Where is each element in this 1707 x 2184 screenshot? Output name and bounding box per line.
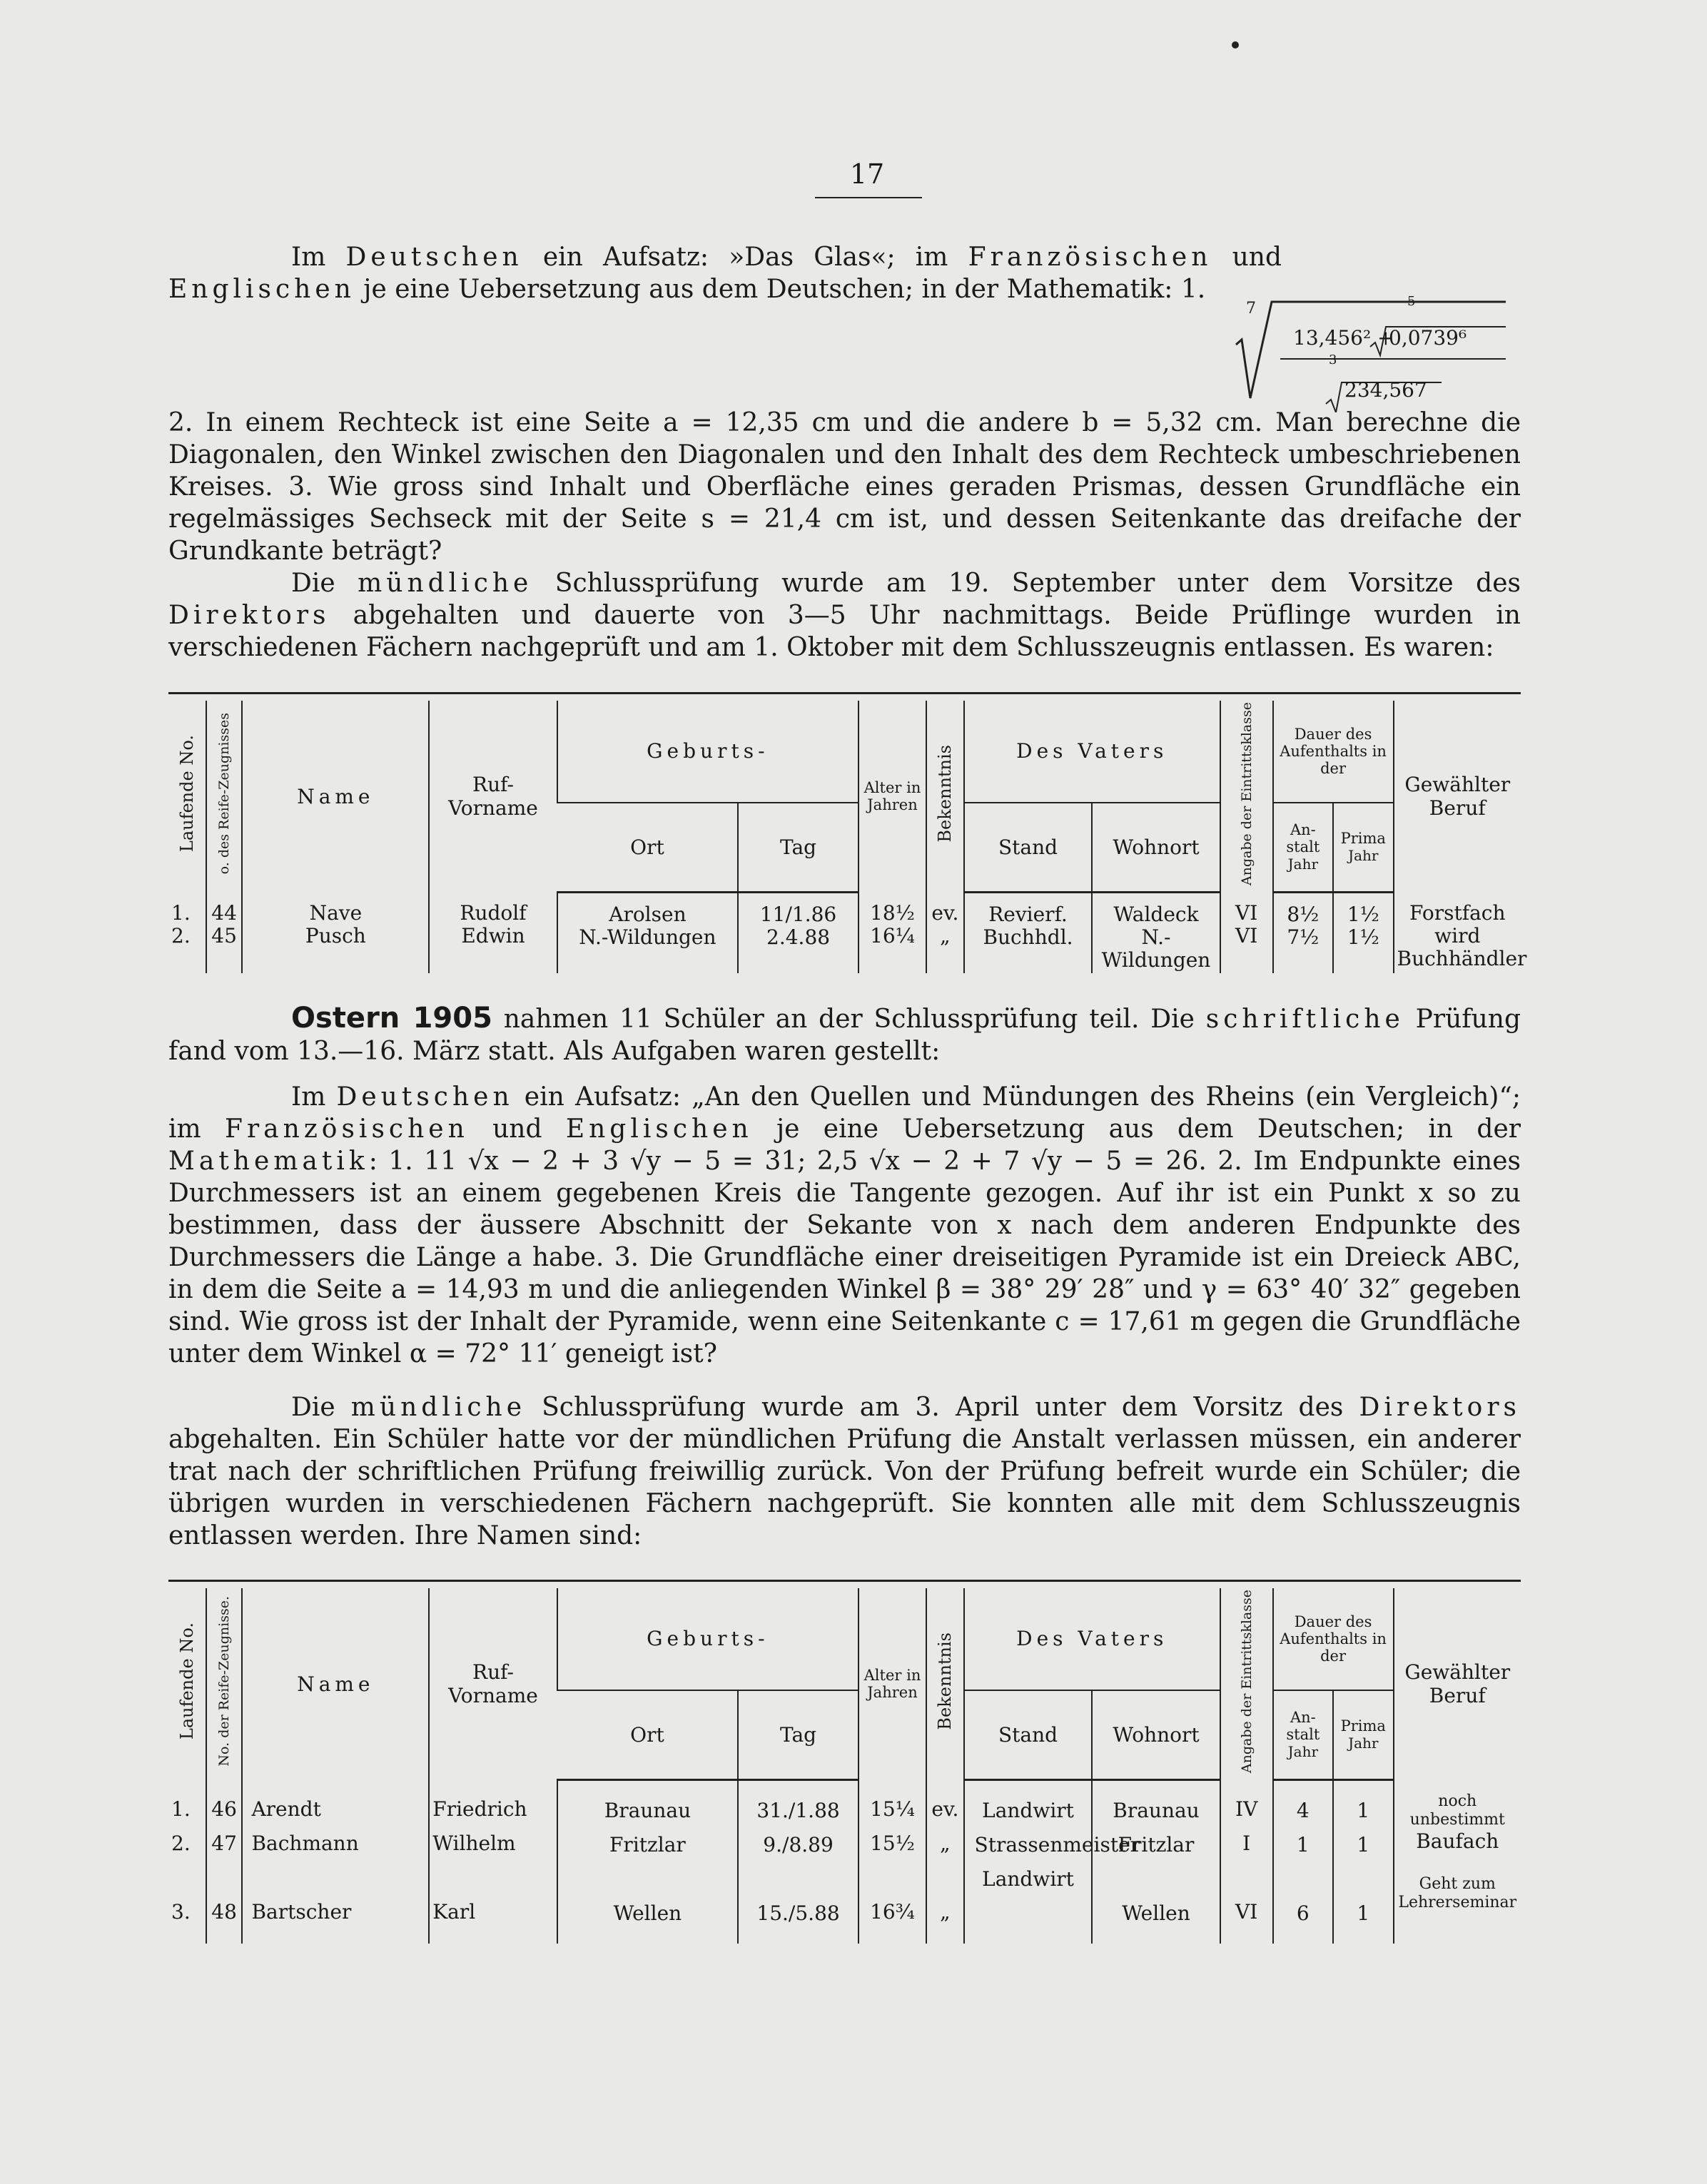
word-deutschen-2: Deutschen (336, 1082, 514, 1112)
root-index-5: 5 (1407, 294, 1416, 309)
header-alter: Alter in Jahren (858, 701, 926, 892)
header-prima: Prima (1340, 830, 1386, 848)
word-franzoesischen-2: Französischen (224, 1114, 469, 1144)
header-alter-2: Alter in Jahren (858, 1588, 926, 1779)
header-tag-2: Tag (738, 1690, 858, 1779)
header-geburts: Geburts- (557, 701, 858, 803)
word-direktors: Direktors (168, 601, 330, 630)
header-wohnort: Wohnort (1092, 803, 1220, 892)
paragraph-5: Im Deutschen ein Aufsatz: „An den Quellen und Mündungen des Rheins (ein Vergleich)“; im Französischen und Englischen je eine Uebersetzung aus dem Deutschen; in der Mathematik: 1. 11 √x − 2 + 3 √y − 5 = 31; 2,5 √x − 2 + 7 √y − 5 = 26. 2. Im Endpunkte eines Durchmessers ist an einem gegebenen Kreis die Tangente gezogen. Auf ihr ist ein Punkt x so zu bestimmen, dass der äussere Abschnitt der Sekante von x nach dem anderen Endpunkte des Durchmessers die Länge a habe. 3. Die Grundfläche einer dreiseitigen Pyramide ist ein Dreieck ABC, in dem die Seite a = 14,93 m und die anliegenden Winkel β = 38° 29′ 28″ und γ = 63° 40′ 32″ gegeben sind. Wie gross ist der Inhalt der Pyramide, wenn eine Seitenkante c = 17,61 m gegen die Grundfläche unter dem Winkel α = 72° 11′ geneigt ist? (168, 1082, 1521, 1368)
header-anstalt: An-stalt (1286, 821, 1320, 856)
header-dauer: Dauer des Aufenthalts in der (1273, 701, 1394, 803)
header-geburts-2: Geburts- (557, 1588, 858, 1690)
header-laufende-no-2: Laufende No. (176, 1622, 197, 1740)
header-eintrittsklasse: Angabe der Eintrittsklasse (1238, 702, 1255, 886)
header-jahr-2: Jahr (1348, 847, 1379, 865)
header-jahr-4: Jahr (1348, 1734, 1379, 1752)
header-rufvorname: Ruf-Vorname (429, 701, 557, 892)
word-franzoesischen: Französischen (968, 243, 1212, 272)
table1-top-rule (168, 692, 1521, 694)
word-mathematik: Mathematik (168, 1147, 369, 1176)
word-schriftliche: schriftliche (1205, 1005, 1404, 1034)
header-eintrittsklasse-2: Angabe der Eintrittsklasse (1238, 1590, 1255, 1774)
header-ort-2: Ort (557, 1690, 738, 1779)
root-index-7: 7 (1246, 300, 1256, 318)
header-laufende-no: Laufende No. (176, 735, 197, 853)
table-row: 1. 2. 44 45 Nave Pusch Rudolf Edwin Arolsen N.-Wildungen 11/1.86 2.4.88 18½ 16¼ ev. „ Revierf. Buchhdl. Waldeck N.-Wildungen VI VI 8½ 7½ 1½ 1½ Forstfach wird Buchhändler (168, 892, 1521, 973)
math-numerator-b: 0,0739⁶ (1389, 326, 1467, 350)
header-beruf-2: Gewählter Beruf (1394, 1588, 1521, 1779)
header-name-2: Name (242, 1588, 429, 1779)
word-direktors-2: Direktors (1359, 1393, 1521, 1422)
paragraph-4: Ostern 1905 nahmen 11 Schüler an der Schlussprüfung teil. Die schriftliche Prüfung fand vom 13.—16. März statt. Als Aufgaben waren gestellt: (168, 1002, 1521, 1066)
header-anstalt-2: An-stalt (1286, 1709, 1320, 1744)
header-jahr-1: Jahr (1287, 855, 1319, 873)
header-zeugnis-no-2: No. der Reife-Zeugnisse. (216, 1596, 233, 1767)
header-des-vaters: Des Vaters (964, 701, 1220, 803)
table2-top-rule (168, 1580, 1521, 1582)
header-ort: Ort (557, 803, 738, 892)
header-bekenntnis: Bekenntnis (935, 745, 956, 843)
page-number-rule (815, 197, 922, 198)
paragraph-1: Im Deutschen ein Aufsatz: »Das Glas«; im Französischen und Englischen je eine Uebersetzung aus dem Deutschen; in der Mathematik: 1. (168, 243, 1282, 304)
heading-ostern-1905: Ostern 1905 (291, 1002, 492, 1035)
header-zeugnis-no: o. des Reife-Zeugnisses (216, 713, 233, 875)
table-row: 1. 2. 3. 46 47 48 Arendt Bachmann Bartscher Friedrich Wilhelm Karl Braunau Fritzlar Wellen 31./1.88 9./8.89 15./5.88 15¼ 15½ 16¾ ev. „ „ Landwirt Strassenmeister Landwirt Braunau Fritzlar Wellen IV I VI 4 1 6 1 1 1 noch unbestimmt Baufach Geht zum Lehrerseminar (168, 1779, 1521, 1944)
word-englischen: Englischen (168, 275, 355, 304)
math-numerator-a: 13,456² + (1293, 326, 1394, 350)
word-englischen-2: Englischen (565, 1114, 753, 1144)
header-beruf: Gewählter Beruf (1394, 701, 1521, 892)
header-stand-2: Stand (964, 1690, 1092, 1779)
graduates-table-2 (168, 1588, 1521, 1944)
header-des-vaters-2: Des Vaters (964, 1588, 1220, 1690)
word-muendliche: mündliche (358, 569, 533, 598)
header-tag: Tag (738, 803, 858, 892)
graduates-table-1 (168, 701, 1527, 973)
header-jahr-3: Jahr (1287, 1743, 1319, 1761)
ink-dot (1232, 41, 1239, 49)
paragraph-3: Die mündliche Schlussprüfung wurde am 19. September unter dem Vorsitze des Direktors abgehalten und dauerte von 3—5 Uhr nachmittags. Beide Prüflinge wurden in verschiedenen Fächern nachgeprüft und am 1. Oktober mit dem Schlusszeugnis entlassen. Es waren: (168, 569, 1521, 662)
header-prima-2: Prima (1340, 1717, 1386, 1735)
paragraph-6: Die mündliche Schlussprüfung wurde am 3. April unter dem Vorsitz des Direktors abgehalten. Ein Schüler hatte vor der mündlichen Prüfung die Anstalt verlassen müssen, ein anderer trat nach der schriftlichen Prüfung freiwillig zurück. Von der Prüfung befreit wurde ein Schüler; die übrigen wurden in verschiedenen Fächern nachgeprüft. Sie konnten alle mit dem Schlusszeugnis entlassen werden. Ihre Namen sind: (168, 1393, 1521, 1550)
header-wohnort-2: Wohnort (1092, 1690, 1220, 1779)
paragraph-2: 2. In einem Rechteck ist eine Seite a = 12,35 cm und die andere b = 5,32 cm. Man berechne die Diagonalen, den Winkel zwischen den Diagonalen und den Inhalt des dem Rechteck umbeschriebenen Kreises. 3. Wie gross sind Inhalt und Oberfläche eines geraden Prismas, dessen Grundfläche ein regelmässiges Sechseck mit der Seite s = 21,4 cm ist, und dessen Seitenkante das dreifache der Grundkante beträgt? (168, 408, 1521, 566)
header-name: Name (242, 701, 429, 892)
header-rufvorname-2: Ruf-Vorname (429, 1588, 557, 1779)
word-muendliche-2: mündliche (350, 1393, 527, 1422)
page-number: 17 (849, 158, 885, 190)
header-bekenntnis-2: Bekenntnis (935, 1632, 956, 1730)
root-index-3: 3 (1329, 352, 1337, 367)
word-deutschen: Deutschen (345, 243, 523, 272)
header-stand: Stand (964, 803, 1092, 892)
math-denominator: 234,567 (1344, 378, 1427, 402)
header-dauer-2: Dauer des Aufenthalts in der (1273, 1588, 1394, 1690)
